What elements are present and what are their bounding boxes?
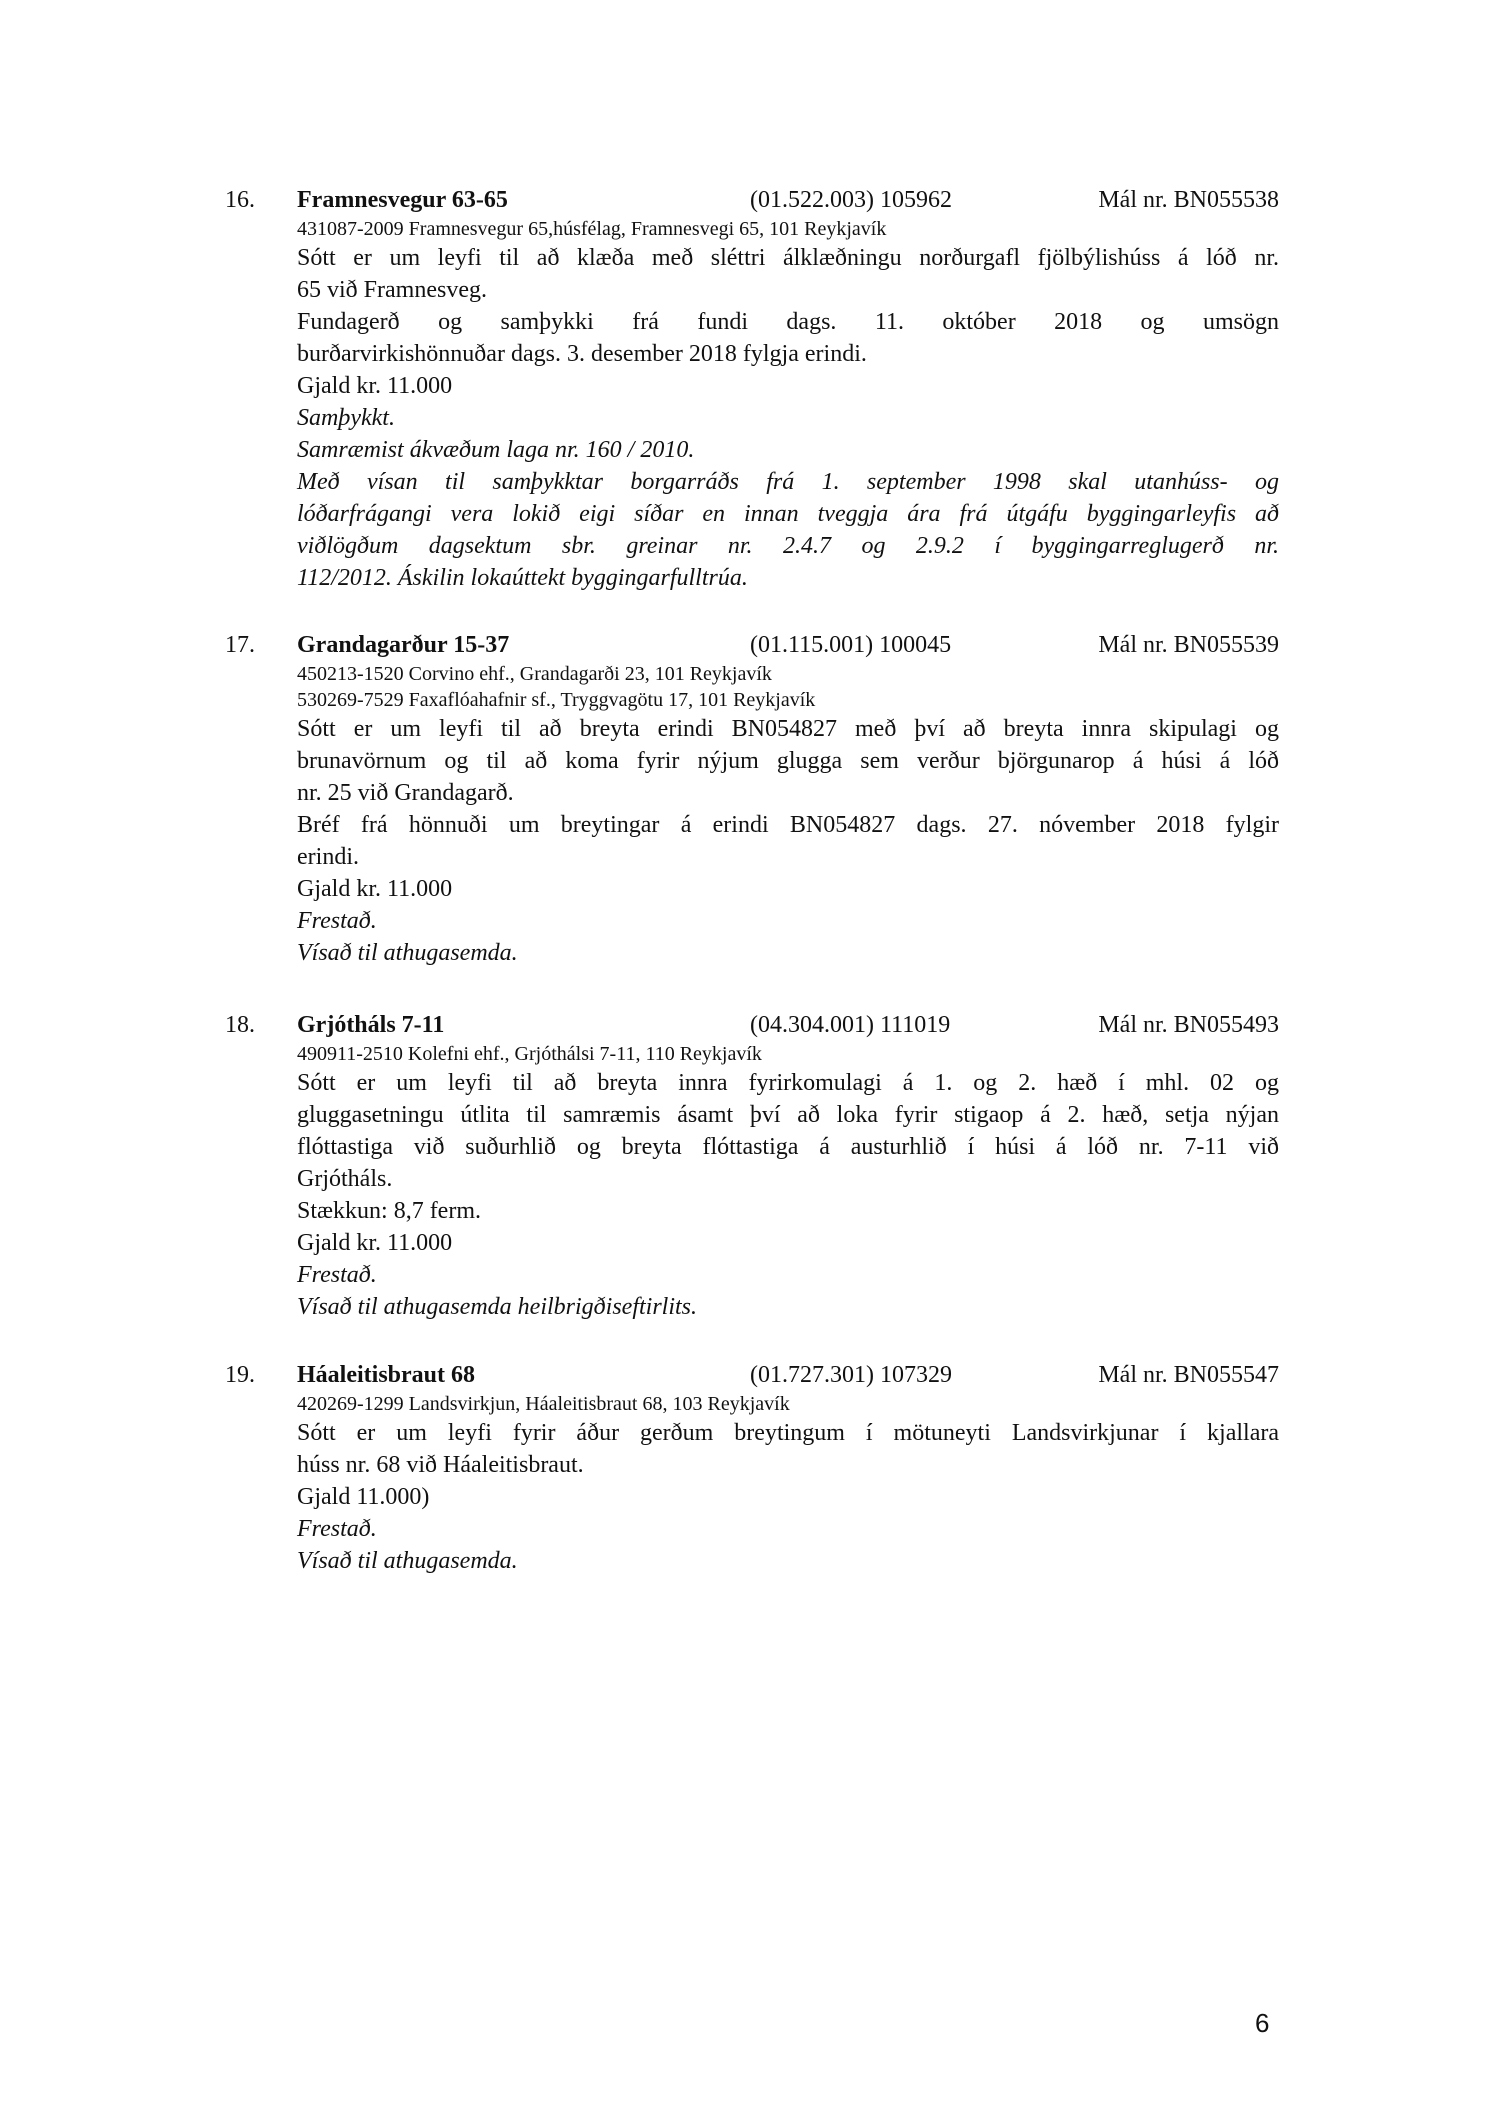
applicant: 530269-7529 Faxaflóahafnir sf., Tryggvagötu 17, 101 Reykjavík xyxy=(297,689,816,711)
description-line: erindi. xyxy=(297,844,359,870)
description-line: húss nr. 68 við Háaleitisbraut. xyxy=(297,1452,584,1478)
description-line: Bréf frá hönnuði um breytingar á erindi BN054827 dags. 27. nóvember 2018 fylgir xyxy=(297,812,1279,838)
description-line: 65 við Framnesveg. xyxy=(297,277,487,303)
decision-note: 112/2012. Áskilin lokaúttekt byggingarfulltrúa. xyxy=(297,565,748,591)
decision-note: Með vísan til samþykktar borgarráðs frá 1. september 1998 skal utanhúss- og xyxy=(297,469,1279,495)
description-line: Fundagerð og samþykki frá fundi dags. 11. október 2018 og umsögn xyxy=(297,309,1279,335)
entry-address: Grandagarður 15-37 xyxy=(297,632,510,658)
decision-note: Vísað til athugasemda. xyxy=(297,1548,518,1574)
description-line: brunavörnum og til að koma fyrir nýjum glugga sem verður björgunarop á húsi á lóð xyxy=(297,748,1279,774)
entry-body xyxy=(297,1041,1279,1323)
enlargement: Stækkun: 8,7 ferm. xyxy=(297,1198,481,1224)
applicant: 450213-1520 Corvino ehf., Grandagarði 23, 101 Reykjavík xyxy=(297,663,772,685)
applicant: 490911-2510 Kolefni ehf., Grjóthálsi 7-11, 110 Reykjavík xyxy=(297,1043,762,1065)
decision-note: Vísað til athugasemda heilbrigðiseftirlits. xyxy=(297,1294,698,1320)
decision-note: lóðarfrágangi vera lokið eigi síðar en innan tveggja ára frá útgáfu byggingarleyfis að xyxy=(297,501,1279,527)
entry-body xyxy=(297,1391,1279,1577)
entry-number: 19. xyxy=(225,1362,255,1388)
page-number: 6 xyxy=(1255,2008,1270,2038)
entry-header xyxy=(0,183,1500,217)
entry-case-number: Mál nr. BN055493 xyxy=(1098,1012,1279,1038)
entry-lot-number: (04.304.001) 111019 xyxy=(750,1012,951,1038)
entry-case-number: Mál nr. BN055547 xyxy=(1098,1362,1279,1388)
fee: Gjald kr. 11.000 xyxy=(297,1230,453,1256)
fee: Gjald kr. 11.000 xyxy=(297,373,453,399)
entry-number: 16. xyxy=(225,187,255,213)
description-line: Sótt er um leyfi til að breyta erindi BN054827 með því að breyta innra skipulagi og xyxy=(297,716,1279,742)
fee: Gjald 11.000) xyxy=(297,1484,430,1510)
decision-note: viðlögðum dagsektum sbr. greinar nr. 2.4.7 og 2.9.2 í byggingarreglugerð nr. xyxy=(297,533,1279,559)
description-line: burðarvirkishönnuðar dags. 3. desember 2018 fylgja erindi. xyxy=(297,341,867,367)
entry-case-number: Mál nr. BN055538 xyxy=(1098,187,1279,213)
decision: Frestað. xyxy=(297,908,377,934)
entry-body xyxy=(297,661,1279,969)
description-line: Sótt er um leyfi fyrir áður gerðum breytingum í mötuneyti Landsvirkjunar í kjallara xyxy=(297,1420,1279,1446)
description-line: gluggasetningu útlita til samræmis ásamt því að loka fyrir stigaop á 2. hæð, setja nýjan xyxy=(297,1102,1279,1128)
entry-number: 17. xyxy=(225,632,255,658)
description-line: Sótt er um leyfi til að klæða með sléttri álklæðningu norðurgafl fjölbýlishúss á lóð nr. xyxy=(297,245,1279,271)
decision: Samþykkt. xyxy=(297,405,395,431)
applicant: 431087-2009 Framnesvegur 65,húsfélag, Framnesvegi 65, 101 Reykjavík xyxy=(297,218,887,240)
description-line: flóttastiga við suðurhlið og breyta flóttastiga á austurhlið í húsi á lóð nr. 7-11 við xyxy=(297,1134,1279,1160)
decision-note: Vísað til athugasemda. xyxy=(297,940,518,966)
decision-note: Samræmist ákvæðum laga nr. 160 / 2010. xyxy=(297,437,695,463)
decision: Frestað. xyxy=(297,1262,377,1288)
entry-address: Háaleitisbraut 68 xyxy=(297,1362,475,1388)
decision: Frestað. xyxy=(297,1516,377,1542)
entry-number: 18. xyxy=(225,1012,255,1038)
applicant: 420269-1299 Landsvirkjun, Háaleitisbraut 68, 103 Reykjavík xyxy=(297,1393,790,1415)
entry-lot-number: (01.522.003) 105962 xyxy=(750,187,952,213)
entry-header xyxy=(0,1358,1500,1392)
entry-address: Grjótháls 7-11 xyxy=(297,1012,445,1038)
entry-body xyxy=(297,216,1279,594)
fee: Gjald kr. 11.000 xyxy=(297,876,453,902)
entry-address: Framnesvegur 63-65 xyxy=(297,187,508,213)
description-line: nr. 25 við Grandagarð. xyxy=(297,780,514,806)
entry-case-number: Mál nr. BN055539 xyxy=(1098,632,1279,658)
entry-lot-number: (01.115.001) 100045 xyxy=(750,632,952,658)
description-line: Grjótháls. xyxy=(297,1166,393,1192)
entry-header xyxy=(0,1008,1500,1042)
entry-header xyxy=(0,628,1500,662)
description-line: Sótt er um leyfi til að breyta innra fyrirkomulagi á 1. og 2. hæð í mhl. 02 og xyxy=(297,1070,1279,1096)
entry-lot-number: (01.727.301) 107329 xyxy=(750,1362,952,1388)
